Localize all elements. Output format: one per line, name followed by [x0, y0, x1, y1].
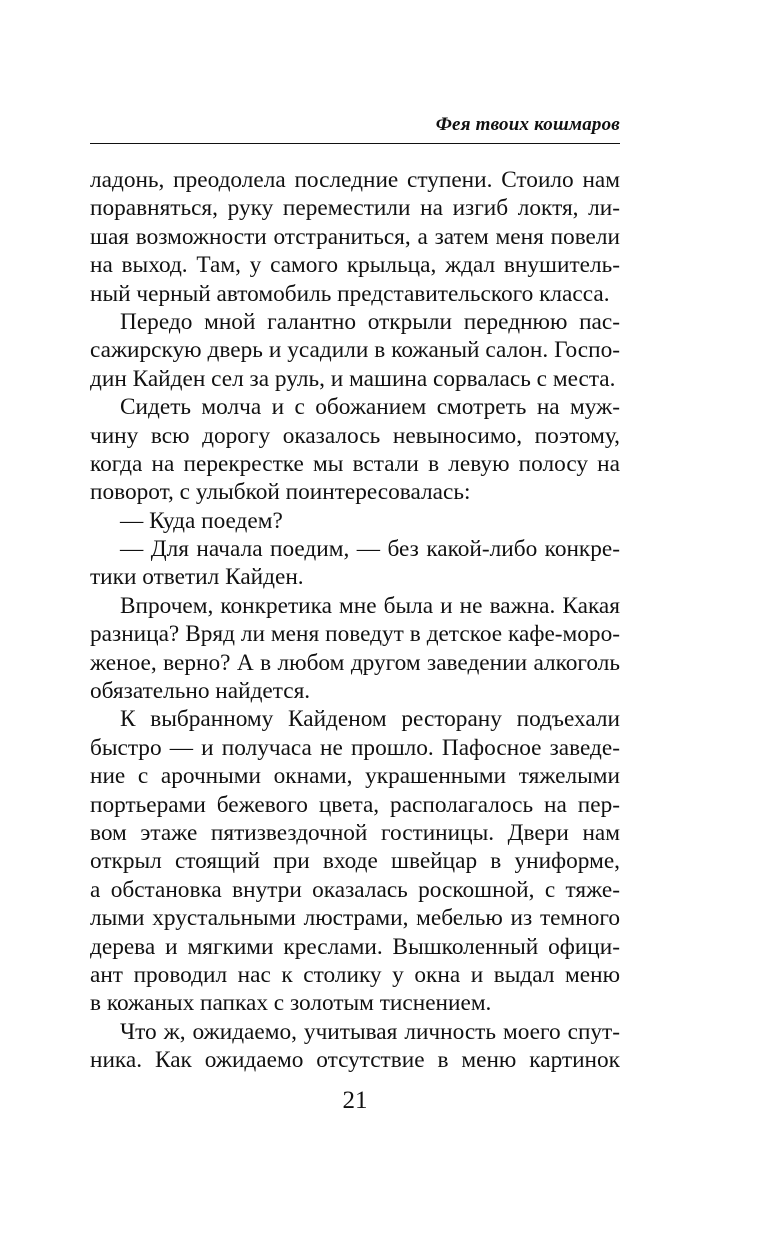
text-line: тики ответил Кайден.: [90, 564, 304, 591]
text-line: лыми хрустальными люстрами, мебелью из темного: [90, 905, 620, 932]
text-line: обязательно найдется.: [90, 678, 311, 705]
text-line: а обстановка внутри оказалась роскошной, с тяже-: [90, 876, 620, 903]
text-line: разница? Вряд ли меня поведут в детское кафе-моро-: [90, 621, 620, 648]
body-text: [90, 166, 620, 1075]
text-line: дерева и мягкими креслами. Вышколенный офици-: [90, 933, 620, 960]
text-line: Впрочем, конкретика мне была и не важна. Какая: [120, 592, 620, 619]
text-line: дин Кайден сел за руль, и машина сорвалась с места.: [90, 365, 616, 392]
text-line: открыл стоящий при входе швейцар в униформе,: [90, 848, 620, 875]
text-line: ант проводил нас к столику у окна и выдал меню: [90, 961, 620, 988]
text-line: поворот, с улыбкой поинтересовалась:: [90, 479, 471, 506]
text-line: быстро — и получаса не прошло. Пафосное заведе-: [90, 734, 620, 761]
text-line: Что ж, ожидаемо, учитывая личность моего спут-: [120, 1018, 620, 1045]
text-line: портьерами бежевого цвета, располагалось на пер-: [90, 791, 620, 818]
text-line: шая возможности отстраниться, а затем меня повели: [90, 223, 620, 250]
text-line: ника. Как ожидаемо отсутствие в меню картинок: [90, 1047, 620, 1074]
text-line: ный черный автомобиль представительского класса.: [90, 280, 610, 307]
text-line: женое, верно? А в любом другом заведении алкоголь: [90, 649, 620, 676]
text-line: Передо мной галантно открыли переднюю пас-: [120, 308, 620, 335]
text-line: поравняться, руку переместили на изгиб локтя, ли-: [90, 195, 620, 222]
text-line: К выбранному Кайденом ресторану подъехали: [120, 706, 620, 733]
dialogue-line: — Куда поедем?: [120, 507, 283, 534]
text-line: сажирскую дверь и усадили в кожаный салон. Госпо-: [90, 337, 620, 364]
text-line: ладонь, преодолела последние ступени. Стоило нам: [90, 167, 620, 193]
page-number: 21: [342, 1087, 368, 1114]
dialogue-line: — Для начала поедим, — без какой-либо конкре-: [120, 536, 620, 563]
text-line: чину всю дорогу оказалось невыносимо, поэтому,: [90, 422, 620, 449]
header-rule: [90, 143, 620, 144]
text-line: Сидеть молча и с обожанием смотреть на муж-: [120, 394, 620, 421]
text-line: в кожаных папках с золотым тиснением.: [90, 990, 492, 1017]
text-line: на выход. Там, у самого крыльца, ждал внушитель-: [90, 252, 620, 279]
text-line: ние с арочными окнами, украшенными тяжелыми: [90, 763, 620, 790]
text-line: вом этаже пятизвездочной гостиницы. Двери нам: [90, 819, 620, 846]
running-head-title: Фея твоих кошмаров: [435, 114, 620, 135]
text-line: когда на перекрестке мы встали в левую полосу на: [90, 450, 620, 477]
